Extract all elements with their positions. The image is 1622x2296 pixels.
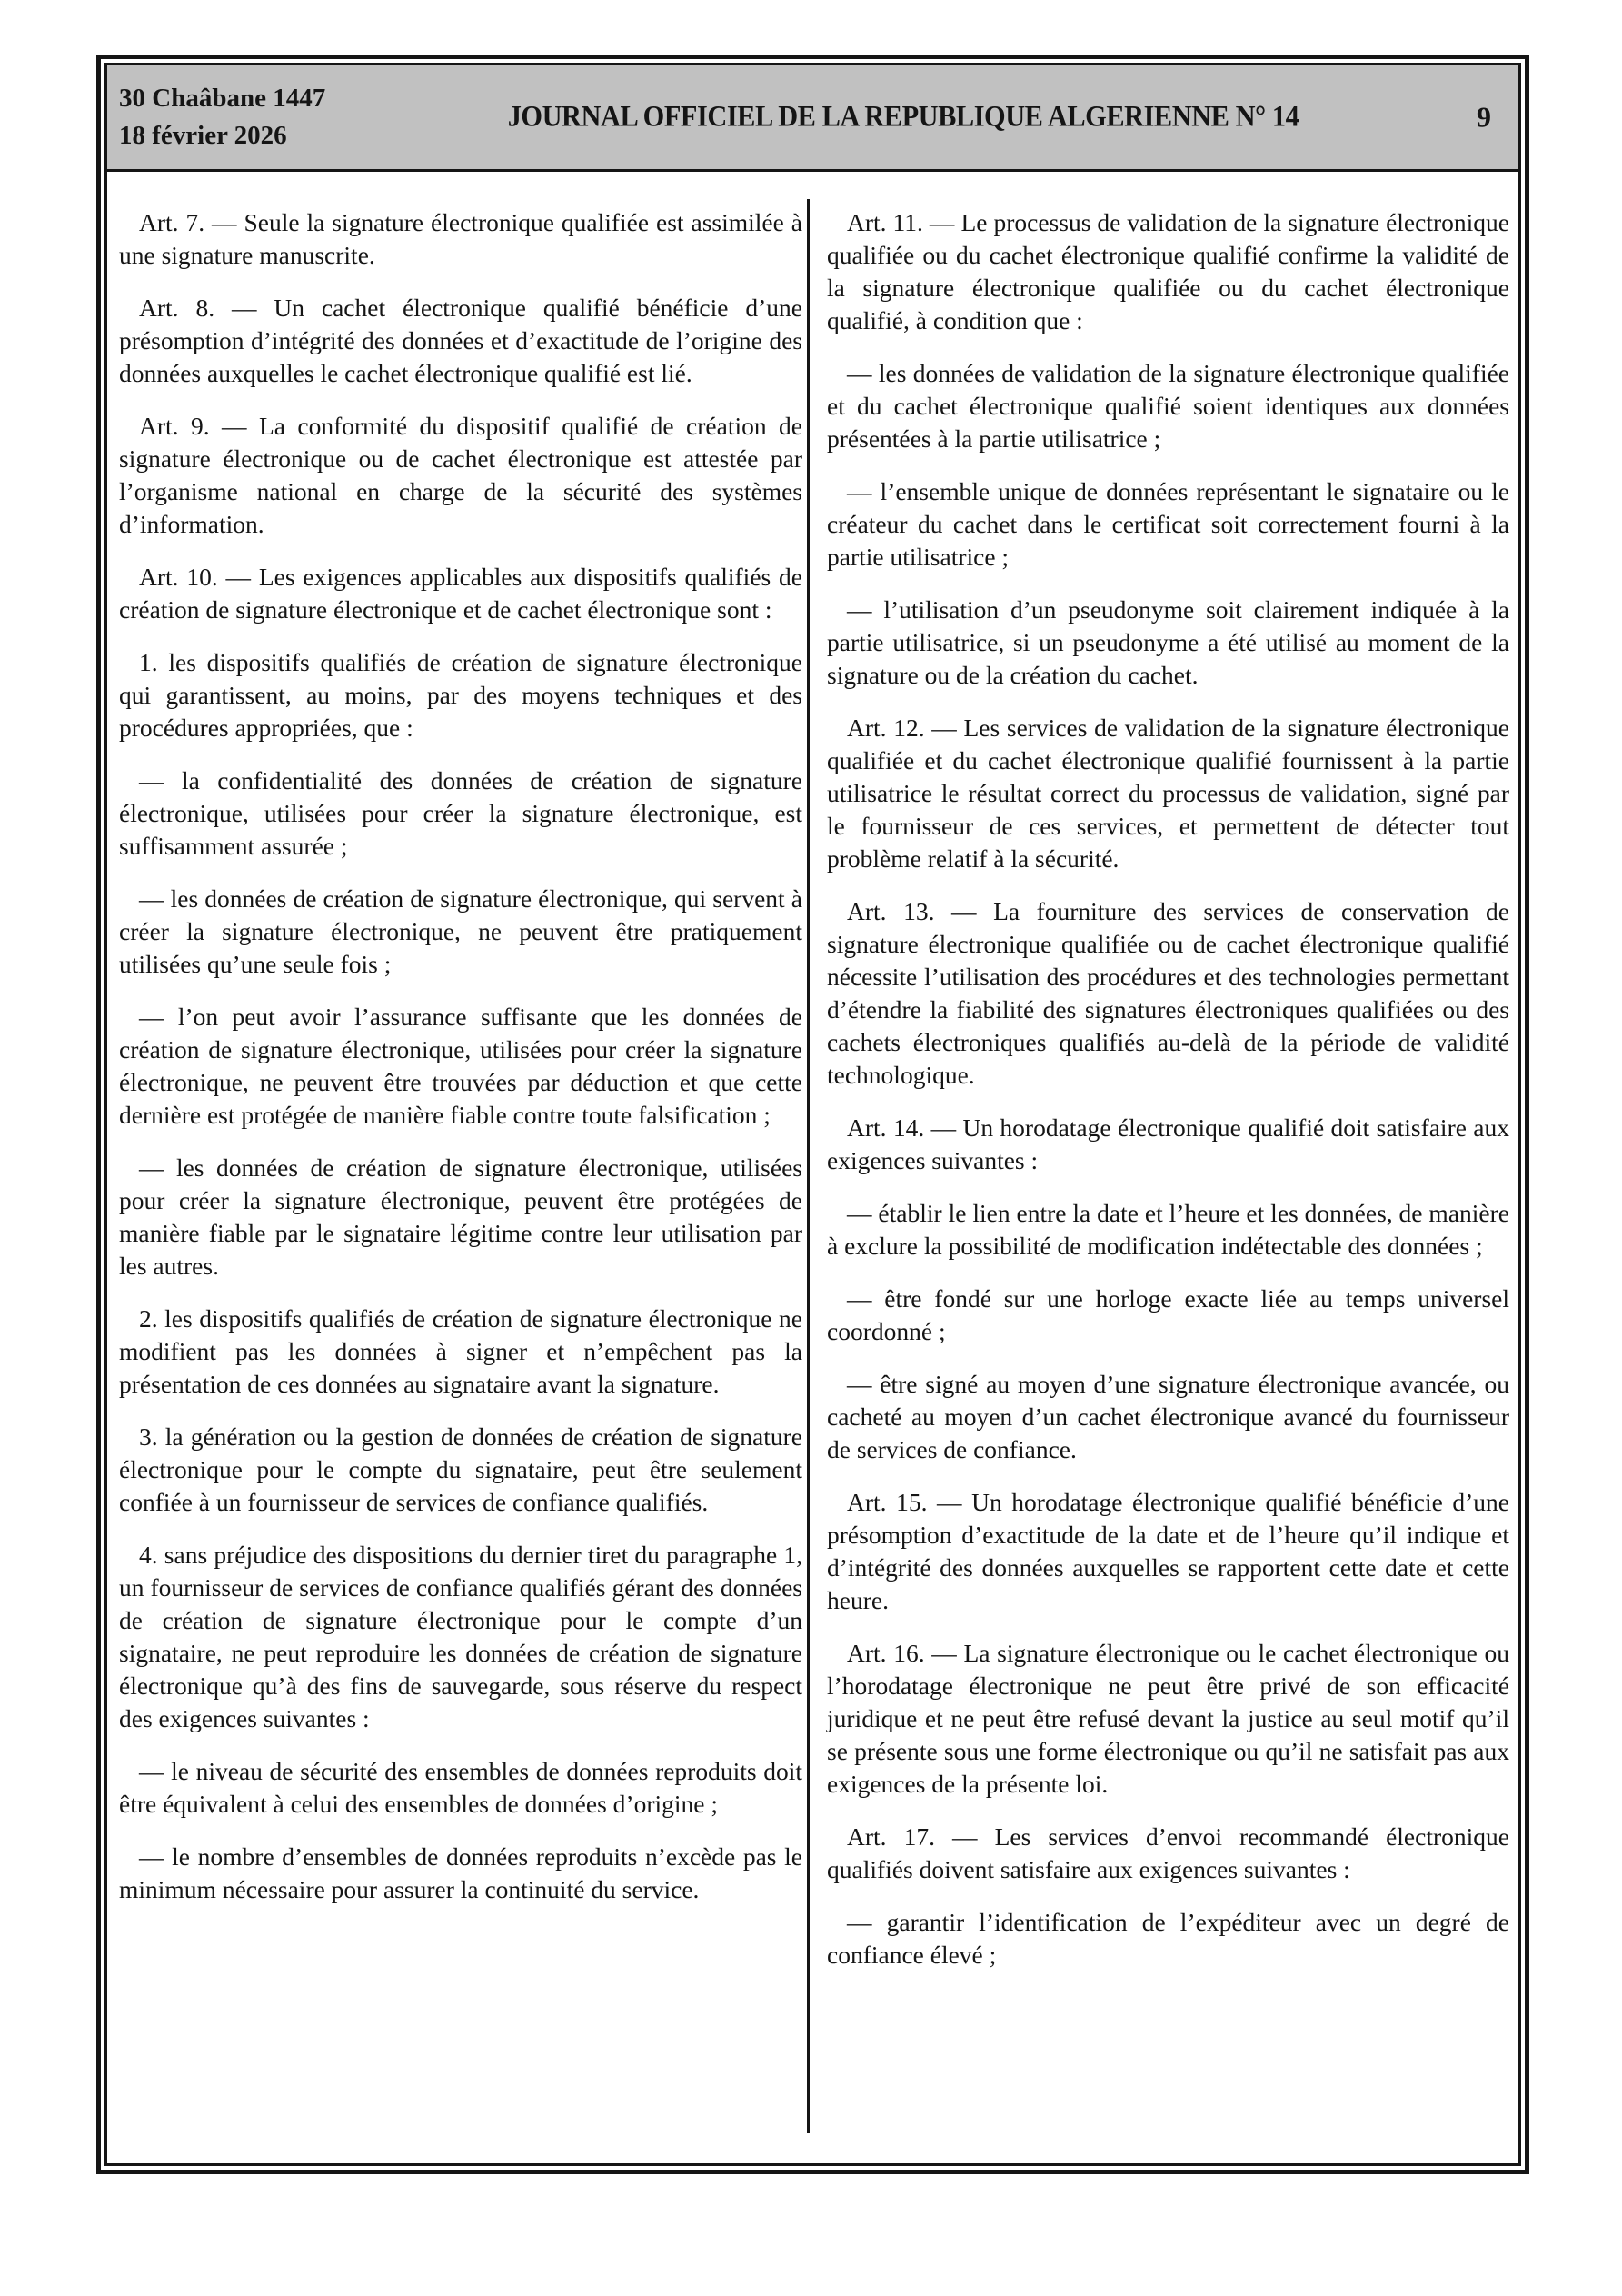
column-divider: [807, 199, 810, 2133]
paragraph: 2. les dispositifs qualifiés de création de signature électronique ne modifient pas les données à signer et n’empêchent pas la présentation de ces données au signataire avant la signature.: [119, 1304, 802, 1398]
text-columns: [107, 172, 1518, 2133]
paragraph: Art. 10. — Les exigences applicables aux dispositifs qualifiés de création de signature électronique et de cachet électronique sont :: [119, 563, 802, 624]
header-dates: [119, 80, 325, 155]
paragraph: Art. 15. — Un horodatage électronique qualifié bénéficie d’une présomption d’exactitude de la date et de l’heure qu’il indique et d’intégrité des données auxquelles se rapportent cette date et cette heure.: [827, 1488, 1509, 1614]
paragraph: — être fondé sur une horloge exacte liée au temps universel coordonné ;: [827, 1284, 1509, 1345]
paragraph: Art. 12. — Les services de validation de la signature électronique qualifiée et du cachet électronique qualifié fournissent à la partie utilisatrice le résultat correct du processus de validation, signé par le fournisseur de ces services, et permettent de détecter tout problème relatif à la sécurité.: [827, 714, 1509, 873]
paragraph: 4. sans préjudice des dispositions du dernier tiret du paragraphe 1, un fournisseur de services de confiance qualifiés gérant des données de création de signature électronique pour le compte d’un signataire, ne peut reproduire les données de création de signature électronique qu’à des fins de sauvegarde, sous réserve du respect des exigences suivantes :: [119, 1541, 802, 1732]
page-number: 9: [1477, 100, 1491, 134]
paragraph: — être signé au moyen d’une signature électronique avancée, ou cacheté au moyen d’un cachet électronique avancé du fournisseur de services de confiance.: [827, 1370, 1509, 1463]
paragraph: 1. les dispositifs qualifiés de création de signature électronique qui garantissent, au moins, par des moyens techniques et des procédures appropriées, que :: [119, 648, 802, 742]
paragraph: — établir le lien entre la date et l’heure et les données, de manière à exclure la possibilité de modification indétectable des données ;: [827, 1199, 1509, 1260]
paragraph: — la confidentialité des données de création de signature électronique, utilisées pour créer la signature électronique, est suffisamment assurée ;: [119, 766, 802, 860]
paragraph: — les données de création de signature électronique, utilisées pour créer la signature électronique, peuvent être protégées de manière fiable par le signataire légitime contre leur utilisation par les autres.: [119, 1153, 802, 1280]
paragraph: Art. 8. — Un cachet électronique qualifié bénéficie d’une présomption d’intégrité des données et d’exactitude de l’origine des données auxquelles le cachet électronique qualifié est lié.: [119, 294, 802, 387]
page-outer-border: [96, 55, 1529, 2174]
paragraph: 3. la génération ou la gestion de données de création de signature électronique pour le compte du signataire, peut être seulement confiée à un fournisseur de services de confiance qualifiés.: [119, 1423, 802, 1516]
paragraph: — l’utilisation d’un pseudonyme soit clairement indiquée à la partie utilisatrice, si un pseudonyme a été utilisé au moment de la signature ou de la création du cachet.: [827, 595, 1509, 689]
paragraph: — l’ensemble unique de données représentant le signataire ou le créateur du cachet dans le certificat soit correctement fourni à la partie utilisatrice ;: [827, 477, 1509, 571]
paragraph: Art. 16. — La signature électronique ou le cachet électronique ou l’horodatage électronique ne peut être privé de son efficacité juridique et ne peut être refusé devant la justice au seul motif qu’il se présente sous une forme électronique ou qu’il ne satisfait pas aux exigences de la présente loi.: [827, 1639, 1509, 1798]
paragraph: Art. 11. — Le processus de validation de la signature électronique qualifiée ou du cachet électronique qualifié confirme la validité de la signature électronique qualifiée ou du cachet électronique qualifié, à condition que :: [827, 208, 1509, 334]
date-hijri: 30 Chaâbane 1447: [119, 84, 326, 113]
page-inner-border: [104, 63, 1521, 2166]
paragraph: Art. 17. — Les services d’envoi recommandé électronique qualifiés doivent satisfaire aux exigences suivantes :: [827, 1822, 1509, 1883]
date-gregorian: 18 février 2026: [119, 121, 287, 150]
paragraph: Art. 7. — Seule la signature électronique qualifiée est assimilée à une signature manuscrite.: [119, 208, 802, 269]
paragraph: — les données de création de signature électronique, qui servent à créer la signature électronique, ne peuvent être pratiquement utilisées qu’une seule fois ;: [119, 884, 802, 978]
paragraph: — le niveau de sécurité des ensembles de données reproduits doit être équivalent à celui des ensembles de données d’origine ;: [119, 1757, 802, 1818]
paragraph: — garantir l’identification de l’expéditeur avec un degré de confiance élevé ;: [827, 1908, 1509, 1969]
paragraph: — le nombre d’ensembles de données reproduits n’excède pas le minimum nécessaire pour assurer la continuité du service.: [119, 1842, 802, 1903]
column-right: [827, 206, 1509, 2133]
page-header: [107, 65, 1518, 172]
journal-title: JOURNAL OFFICIEL DE LA REPUBLIQUE ALGERIENNE N° 14: [507, 100, 1299, 134]
paragraph: — les données de validation de la signature électronique qualifiée et du cachet électronique qualifié soient identiques aux données présentées à la partie utilisatrice ;: [827, 359, 1509, 453]
paragraph: Art. 9. — La conformité du dispositif qualifié de création de signature électronique ou de cachet électronique est attestée par l’organisme national en charge de la sécurité des systèmes d’information.: [119, 412, 802, 538]
paragraph: Art. 13. — La fourniture des services de conservation de signature électronique qualifiée ou de cachet électronique qualifié nécessite l’utilisation des procédures et des technologies permettant d’étendre la fiabilité des signatures électroniques qualifiées ou des cachets électroniques qualifiés au-delà de la période de validité technologique.: [827, 897, 1509, 1089]
column-left: [119, 206, 802, 2133]
paragraph: Art. 14. — Un horodatage électronique qualifié doit satisfaire aux exigences suivantes :: [827, 1113, 1509, 1174]
paragraph: — l’on peut avoir l’assurance suffisante que les données de création de signature électronique, utilisées pour créer la signature électronique, ne peuvent être trouvées par déduction et que cette dernière est protégée de manière fiable contre toute falsification ;: [119, 1003, 802, 1129]
